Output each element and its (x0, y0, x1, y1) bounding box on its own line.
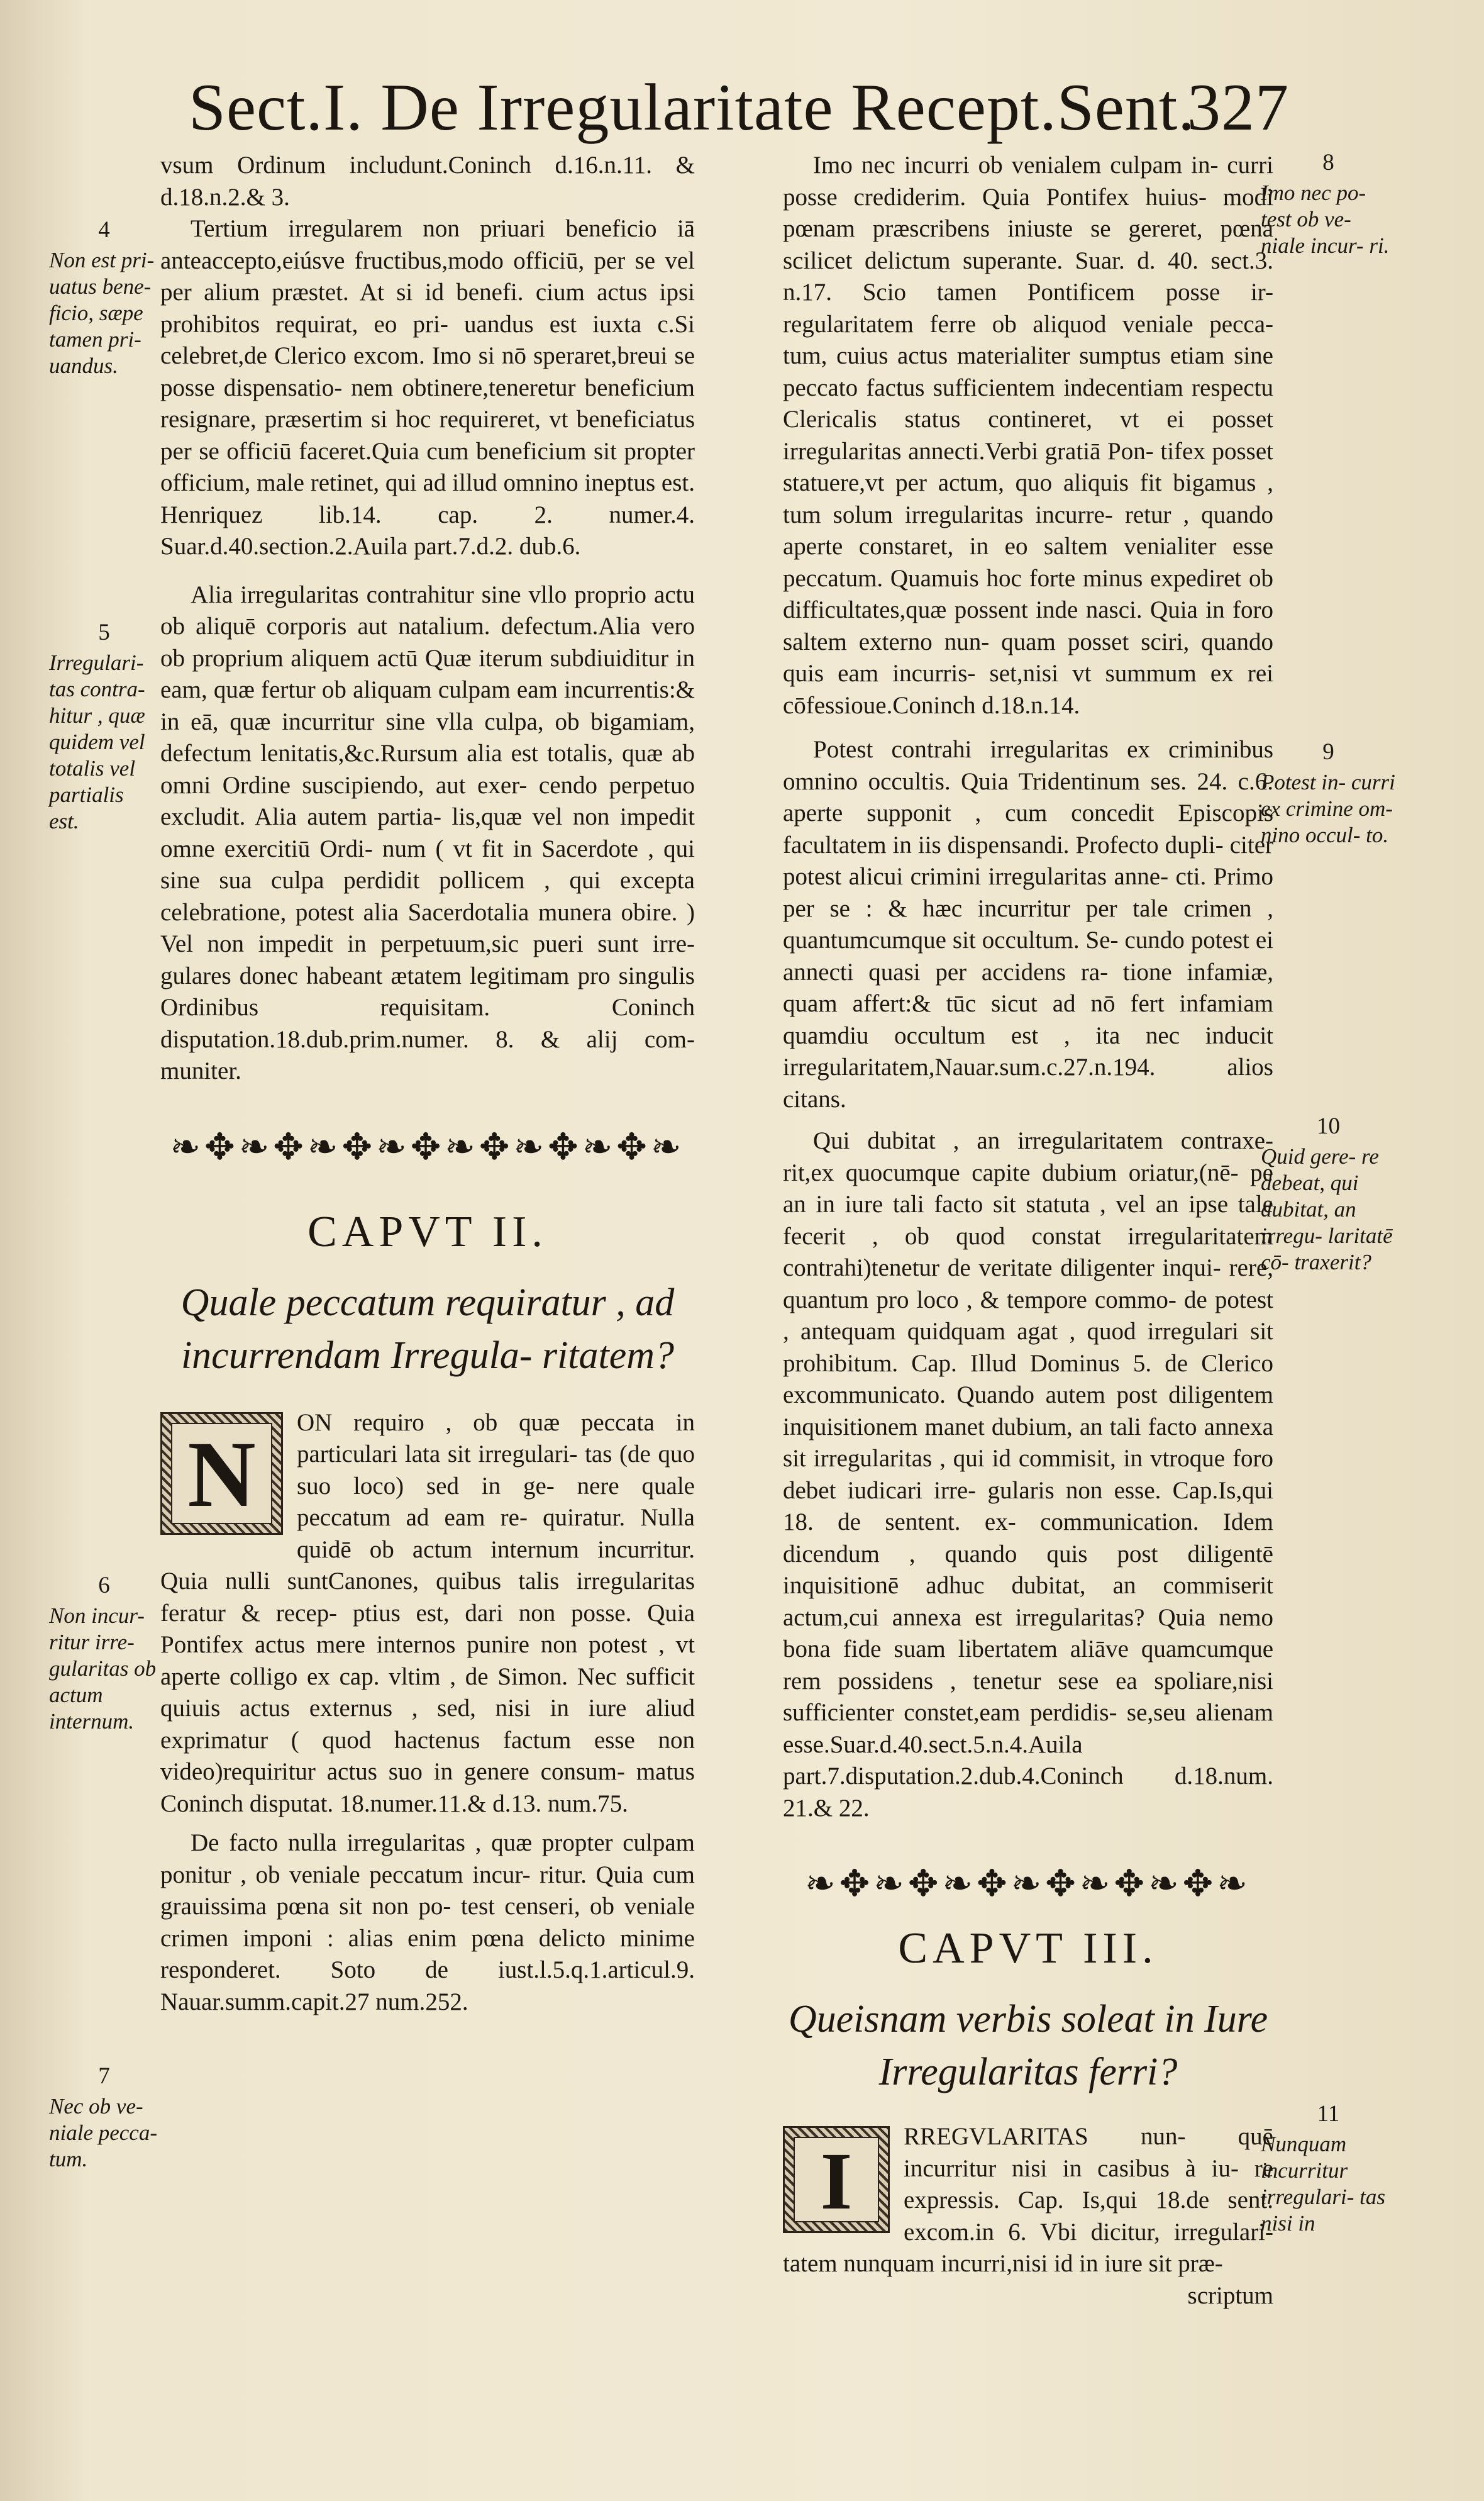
paragraph-imo-nec: Imo nec incurri ob venialem culpam in- curri posse crediderim. Quia Pontifex huius- modi pœnam præscribens iniuste se gereret, pœna scilicet delictum superante. Suar. d. 40. sect.3. n.17. Scio tamen Pontificem posse ir- regularitatem ferre ob aliquod veniale pecca- tum, cuius actus materialiter sumptus etiam sine peccato factus sufficientem indecentiam respectu Clericalis status contineret, vt ei posset irregularitas annecti.Verbi gratiā Pon- tifex posset statuere,vt per actum, quo aliquis fit bigamus , tum solum irregularitas incurre- retur , quando aperte constaret, in eo saltem venialiter esse peccatum. Quamuis hoc forte minus expediret ob difficultates,quæ possent inde nasci. Quia in foro saltem externo nun- quam posset sciri, quando quis eam incurris- set,nisi vt summum ex rei cōfessioue.Coninch d.18.n.14. (783, 152, 1273, 719)
ornament-band: ❧✥❧✥❧✥❧✥❧✥❧✥❧ (805, 1863, 1251, 1904)
right-column (783, 150, 1273, 2312)
margin-note-10: 10 Quid gere- re debeat, qui dubitat, an irregu- laritatē cō- traxerit? (1261, 1113, 1393, 1274)
ornament-band: ❧✥❧✥❧✥❧✥❧✥❧✥❧✥❧ (170, 1126, 685, 1167)
paragraph-qui-dubitat: Qui dubitat , an irregularitatem contraxe- rit,ex quocumque capite dubium oriatur,(nē- pe an in iure tali facto sit statuta , vel an ipse tale fecerit , ob quod constat irregularitatem contrahi)tenetur de veritate diligenter inqui- rere, quantum pro loco , & tempore commo- de potest , antequam quidquam agat , quod irregulari sit prohibitum. Cap. Illud Dominus 5. de Clerico excommunicato. Quando autem post diligentem inquisitionem manet dubium, an tali facto annexa sit irregularitas , qui id commisit, in vtroque foro debet iudicari irre- gularis non esse. Cap.Is,qui 18. de sentent. ex- communication. Idem dicendum , quando quis post diligentē inquisitionē adhuc dubitat, an commiserit actum,cui annexa est irregularitas? Quia nemo bona fide suam libertatem aliāve quamcumque rem possidens , tenetur sese ea spoliare,nisi sufficienter constet,eam perdidis- se,seu alienam esse.Suar.d.40.sect.5.n.4.Auila part.7.disputation.2.dub.4.Coninch d.18.num. 21.& 22. (783, 1127, 1273, 1822)
paragraph-potest-contrahi: Potest contrahi irregularitas ex criminibus omnino occultis. Quia Tridentinum ses. 24. c.6. aperte supponit , cum concedit Episcopis facultatem in iis dispensandi. Profecto dupli- citer potest alicui crimini irregularitas anne- cti. Primo per se : & hæc incurritur per tale crimen , quantumcumque sit occultum. Se- cundo potest ei annecti quasi per accidens ra- tione infamiæ, quam affert:& tūc sicut ad nō fert infamiam quamdiu occultum est , ita nec inducit irregularitatem,Nauar.sum.c.27.n.194. alios citans. (783, 736, 1273, 1113)
left-column (160, 150, 695, 2018)
margin-note-11: 11 Nunquam incurritur irregulari- tas nisi in (1261, 2101, 1386, 2236)
chapter-3-question: Queisnam verbis soleat in Iure Irregularitas ferri? (788, 1998, 1268, 2093)
drop-cap-i (783, 2126, 890, 2233)
margin-note-4: 4 Non est pri- uatus bene- ficio, sæpe tamen pri- uandus. (49, 217, 155, 378)
chapter-3-body: RREGVLARITAS nun- quē incurritur nisi in casibus à iu- re expressis. Cap. Is,qui 18.de sent. excom.in 6. Vbi dicitur, irregulari- tatem nunquam incurri,nisi id in iure sit præ- (783, 2123, 1273, 2277)
chapter-2-body: ON requiro , ob quæ peccata in particulari lata sit irregulari- tas (de quo suo loco) sed in ge- nere quale peccatum ad eam re- quiratur. Nulla quidē ob actum internum incurritur. Quia nulli suntCanones, quibus talis irregularitas feratur & recep- ptius est, dari non posse. Quia Pontifex actus mere internos punire non potest , vt aperte colligo ex cap. vltim , de Simon. Nec sufficit quiuis actus externus , sed, nisi in iure aliud exprimatur ( quod hactenus factum esse non video)requiritur actus suo in genere consum- matus Coninch disputat. 18.numer.11.& d.13. num.75. (160, 1408, 695, 1817)
margin-note-6: 6 Non incur- ritur irre- gularitas ob actum internum. (49, 1573, 157, 1734)
paragraph-tertium: Tertium irregularem non priuari beneficio iā anteaccepto,eiúsve fructibus,modo officiū, per se vel per alium præstet. At si id benefi. cium actus ipsi prohibitos requirat, eo pri- uandus est iuxta c.Si celebret,de Clerico excom. Imo si nō speraret,breui se posse dispensatio- nem obtinere,teneretur beneficium resignare, præsertim si hoc requireret, vt beneficiatus per se officiū faceret.Quia cum beneficium sit propter officium, male retinet, qui ad illud omnino ineptus est. Henriquez lib.14. cap. 2. numer.4. Suar.d.40.section.2.Auila part.7.d.2. dub.6. (160, 215, 695, 560)
drop-cap-letter: N (171, 1423, 272, 1524)
margin-note-7: 7 Nec ob ve- niale pecca- tum. (49, 2063, 157, 2171)
chapter-3-heading: CAPVT III. (898, 1924, 1158, 1973)
chapter-2-body-2: De facto nulla irregularitas , quæ propter culpam ponitur , ob veniale peccatum incur- ritur. Quia cum grauissima pœna sit non po- test censeri, ob veniale crimen imponi : alias enim pœna delicto minime responderet. Soto de iust.l.5.q.1.articul.9. Nauar.summ.capit.27 num.252. (160, 1829, 695, 2015)
margin-note-5: 5 Irregulari- tas contra- hitur , quæ quidem vel totalis vel partialis est. (49, 620, 145, 833)
margin-note-8: 8 Imo nec po- test ob ve- niale incur- ri. (1261, 150, 1390, 258)
margin-note-9: 9 Potest in- curri ex crimine om- nino occul- to. (1261, 739, 1395, 847)
running-title: Sect.I. De Irregularitate Recept.Sent. (189, 70, 1195, 144)
chapter-2-question: Quale peccatum requiratur , ad incurrendam Irregula- ritatem? (180, 1281, 675, 1377)
paragraph-continuation: vsum Ordinum includunt.Coninch d.16.n.11. & d.18.n.2.& 3. (160, 152, 695, 211)
drop-cap-n (160, 1412, 283, 1535)
running-head (189, 69, 1289, 146)
page-number: 327 (1187, 70, 1289, 144)
drop-cap-letter: I (794, 2137, 879, 2222)
paragraph-alia-irregularitas: Alia irregularitas contrahitur sine vllo proprio actu ob aliquē corporis aut natalium. defectum.Alia vero ob proprium aliquem actū Quæ iterum subdiuiditur in eam, quæ fertur ob aliquam culpam eam incurrentis:& in eā, quæ incurritur sine vlla culpa, ob bigamiam, defectum lenitatis,&c.Rursum alia est totalis, quæ ab omni Ordine suscipiendo, aut exer- cendo perpetuo excludit. Alia autem partia- lis,quæ vel non impedit omne exercitiū Ordi- num ( vt fit in Sacerdote , qui sine sua culpa perdidit pollicem , qui excepta celebratione, potest alia Sacerdotalia munera obire. ) Vel non impedit in perpetuum,sic pueri sunt irre- gulares donec habeant ætatem legitimam pro singulis Ordinibus requisitam. Coninch disputation.18.dub.prim.numer. 8. & alij com- muniter. (160, 581, 695, 1084)
catchword: scriptum (1187, 2281, 1273, 2309)
chapter-2-heading: CAPVT II. (307, 1207, 548, 1256)
